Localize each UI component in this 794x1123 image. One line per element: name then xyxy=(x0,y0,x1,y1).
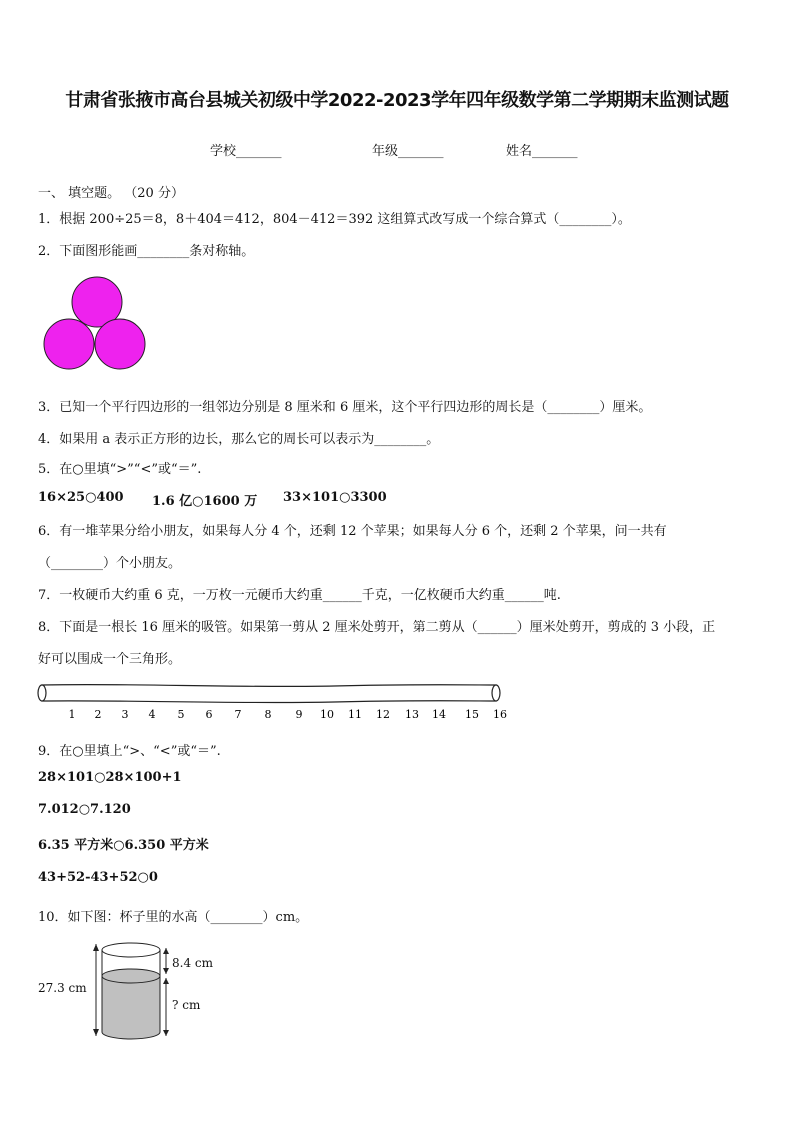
q9-item-2: 7.012○7.120 xyxy=(38,802,131,817)
three-circles-figure xyxy=(40,272,150,372)
q5-item-3: 33×101○3300 xyxy=(283,490,387,505)
q9-item-4: 43+52-43+52○0 xyxy=(38,870,158,885)
circle-right xyxy=(95,319,145,369)
question-5: 5．在○里填“>”“<”或“＝”. xyxy=(38,462,202,477)
ruler-tick-16: 16 xyxy=(493,708,507,721)
total-arrow-top xyxy=(93,944,99,951)
question-8-line-1: 8．下面是一根长 16 厘米的吸管。如果第一剪从 2 厘米处剪开，第二剪从（______）厘米处剪开，剪成的 3 小段，正 xyxy=(38,620,716,635)
ruler-tick-2: 2 xyxy=(94,708,102,721)
cup-water xyxy=(102,976,160,1039)
ruler-tick-4: 4 xyxy=(148,708,156,721)
page-title: 甘肃省张掖市高台县城关初级中学2022-2023学年四年级数学第二学期期末监测试题 xyxy=(65,90,729,111)
ruler-tick-13: 13 xyxy=(405,708,419,721)
ruler-tick-11: 11 xyxy=(348,708,362,721)
question-9: 9．在○里填上“>、“<”或“＝”. xyxy=(38,744,221,759)
question-3: 3．已知一个平行四边形的一组邻边分别是 8 厘米和 6 厘米，这个平行四边形的周长是（________）厘米。 xyxy=(38,400,652,415)
ruler-tick-1: 1 xyxy=(68,708,76,721)
ruler-tick-7: 7 xyxy=(234,708,242,721)
question-8-line-2: 好可以围成一个三角形。 xyxy=(38,652,182,667)
top-space-label: 8.4 cm xyxy=(172,956,213,970)
question-4: 4．如果用 a 表示正方形的边长，那么它的周长可以表示为________。 xyxy=(38,432,440,447)
section-heading: 一、 填空题。 （20 分） xyxy=(38,186,184,201)
question-10: 10．如下图：杯子里的水高（________）cm。 xyxy=(38,910,309,925)
question-1: 1．根据 200÷25＝8，8＋404＝412，804－412＝392 这组算式改写成一个综合算式（________）。 xyxy=(38,212,631,227)
water-height-label: ? cm xyxy=(172,998,201,1012)
straw-right-end xyxy=(492,685,500,701)
ruler-tick-14: 14 xyxy=(432,708,446,721)
circle-left xyxy=(44,319,94,369)
q5-item-1: 16×25○400 xyxy=(38,490,124,505)
water-surface xyxy=(102,969,160,983)
ruler-tick-8: 8 xyxy=(264,708,272,721)
cup-figure xyxy=(36,938,236,1042)
grade-field: 年级_______ xyxy=(372,144,444,159)
ruler-tick-10: 10 xyxy=(320,708,334,721)
q5-item-2: 1.6 亿○1600 万 xyxy=(152,494,258,509)
water-arrow-down xyxy=(163,1030,169,1036)
top-arrow-up xyxy=(163,948,169,954)
question-7: 7．一枚硬币大约重 6 克，一万枚一元硬币大约重______千克，一亿枚硬币大约重______吨. xyxy=(38,588,561,603)
total-arrow-bottom xyxy=(93,1029,99,1036)
ruler-tick-6: 6 xyxy=(205,708,213,721)
straw-outline xyxy=(42,685,496,703)
straw-left-end xyxy=(38,685,46,701)
ruler-tick-15: 15 xyxy=(465,708,479,721)
cup-rim xyxy=(102,943,160,957)
water-arrow-up xyxy=(163,978,169,984)
question-6-line-2: （________）个小朋友。 xyxy=(38,556,182,571)
ruler-tick-3: 3 xyxy=(121,708,129,721)
total-height-label: 27.3 cm xyxy=(38,981,87,995)
ruler-tick-9: 9 xyxy=(295,708,303,721)
question-2: 2．下面图形能画________条对称轴。 xyxy=(38,244,255,259)
straw-ruler-figure xyxy=(34,680,514,726)
school-field: 学校_______ xyxy=(210,144,282,159)
question-6-line-1: 6．有一堆苹果分给小朋友，如果每人分 4 个，还剩 12 个苹果；如果每人分 6 个，还剩 2 个苹果，问一共有 xyxy=(38,524,667,539)
ruler-tick-12: 12 xyxy=(376,708,390,721)
q9-item-1: 28×101○28×100+1 xyxy=(38,770,182,785)
top-arrow-down xyxy=(163,968,169,974)
q9-item-3: 6.35 平方米○6.350 平方米 xyxy=(38,838,209,853)
ruler-tick-5: 5 xyxy=(177,708,185,721)
name-field: 姓名_______ xyxy=(506,144,578,159)
